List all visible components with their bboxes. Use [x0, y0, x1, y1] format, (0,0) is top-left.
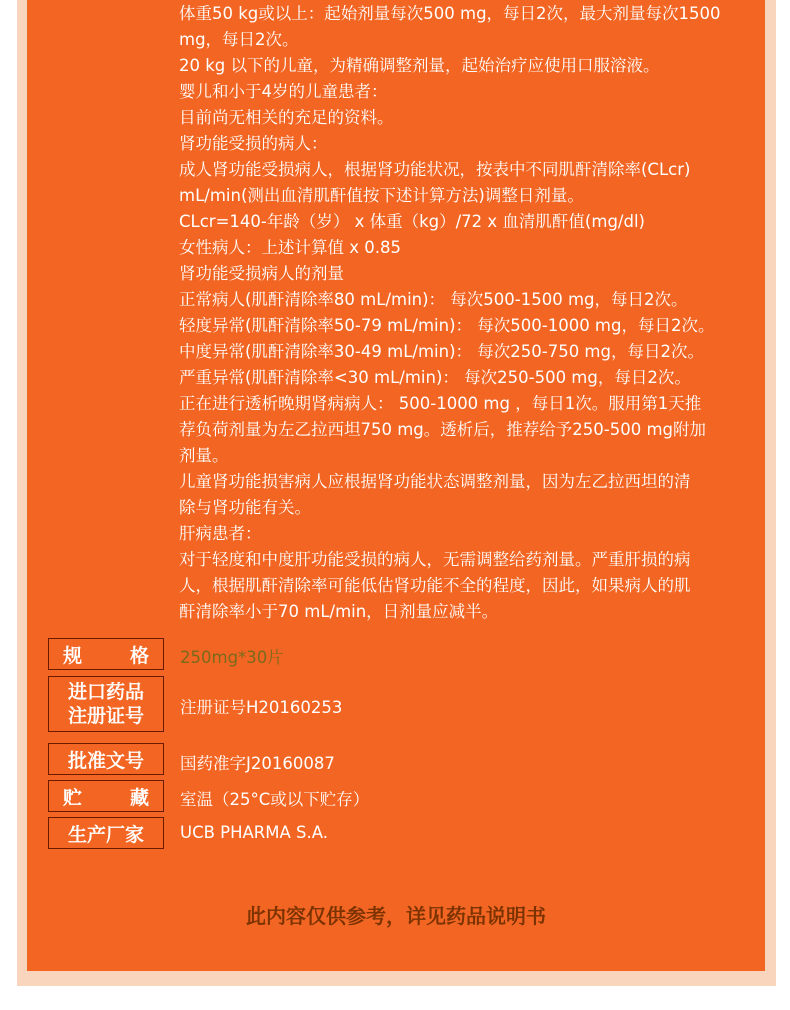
approval-label: 批准文号 [48, 743, 164, 775]
instruction-line: CLcr=140-年龄（岁） x 体重（kg）/72 x 血清肌酐值(mg/dl) [179, 212, 645, 231]
instruction-line: 对于轻度和中度肝功能受损的病人，无需调整给药剂量。严重肝损的病 [179, 550, 691, 569]
instruction-line: 婴儿和小于4岁的儿童患者： [179, 82, 388, 101]
instruction-line: 肾功能受损的病人： [179, 134, 328, 153]
instruction-line: 儿童肾功能损害病人应根据肾功能状态调整剂量，因为左乙拉西坦的清 [179, 472, 691, 491]
manufacturer-label: 生产厂家 [48, 817, 164, 849]
manufacturer-value: UCB PHARMA S.A. [180, 823, 329, 842]
import-license-value: 注册证号H20160253 [180, 698, 343, 717]
instruction-line: 荐负荷剂量为左乙拉西坦750 mg。透析后，推荐给予250-500 mg附加 [179, 420, 707, 439]
disclaimer-note: 此内容仅供参考，详见药品说明书 [246, 904, 546, 928]
storage-label [48, 780, 164, 812]
instruction-line: 肝病患者： [179, 524, 262, 543]
instruction-line: 轻度异常(肌酐清除率50-79 mL/min)： 每次500-1000 mg，每日2次。 [179, 316, 715, 335]
instruction-line: 正在进行透析晚期肾病病人： 500-1000 mg ，每日1次。服用第1天推 [179, 394, 702, 413]
instruction-line: 目前尚无相关的充足的资料。 [179, 108, 394, 127]
instruction-line: 体重50 kg或以上：起始剂量每次500 mg，每日2次，最大剂量每次1500 [179, 4, 721, 23]
import-license-label-line: 注册证号 [67, 705, 144, 727]
instruction-line: 中度异常(肌酐清除率30-49 mL/min)： 每次250-750 mg，每日2次。 [179, 342, 704, 361]
dosage-instructions [179, 1, 757, 625]
instruction-line: mg，每日2次。 [179, 30, 299, 49]
spec-label [48, 638, 164, 670]
instruction-line: 严重异常(肌酐清除率<30 mL/min)： 每次250-500 mg，每日2次。 [179, 368, 691, 387]
instruction-line: 女性病人：上述计算值 x 0.85 [179, 238, 401, 257]
spec-value: 250mg*30片 [180, 648, 284, 667]
instruction-line: 除与肾功能有关。 [179, 498, 311, 517]
import-license-label-line: 进口药品 [67, 681, 144, 703]
approval-value: 国药准字J20160087 [180, 754, 335, 773]
instruction-line: 正常病人(肌酐清除率80 mL/min)： 每次500-1500 mg，每日2次。 [179, 290, 688, 309]
instruction-line: mL/min(测出血清肌酐值按下述计算方法)调整日剂量。 [179, 186, 584, 205]
storage-label-char: 贮 [63, 786, 83, 809]
import-license-label [48, 676, 164, 732]
instruction-line: 成人肾功能受损病人，根据肾功能状况，按表中不同肌酐清除率(CLcr) [179, 160, 691, 179]
storage-value: 室温（25°C或以下贮存） [180, 790, 370, 809]
instruction-line: 20 kg 以下的儿童，为精确调整剂量，起始治疗应使用口服溶液。 [179, 56, 660, 75]
instruction-line: 剂量。 [179, 446, 229, 465]
instruction-line: 人，根据肌酐清除率可能低估肾功能不全的程度，因此，如果病人的肌 [179, 576, 691, 595]
storage-label-char: 藏 [129, 786, 149, 809]
instruction-line: 肾功能受损病人的剂量 [179, 264, 344, 283]
spec-label-char: 规 [63, 644, 83, 667]
spec-label-char: 格 [129, 644, 149, 667]
instruction-line: 酐清除率小于70 mL/min，日剂量应减半。 [179, 602, 499, 621]
